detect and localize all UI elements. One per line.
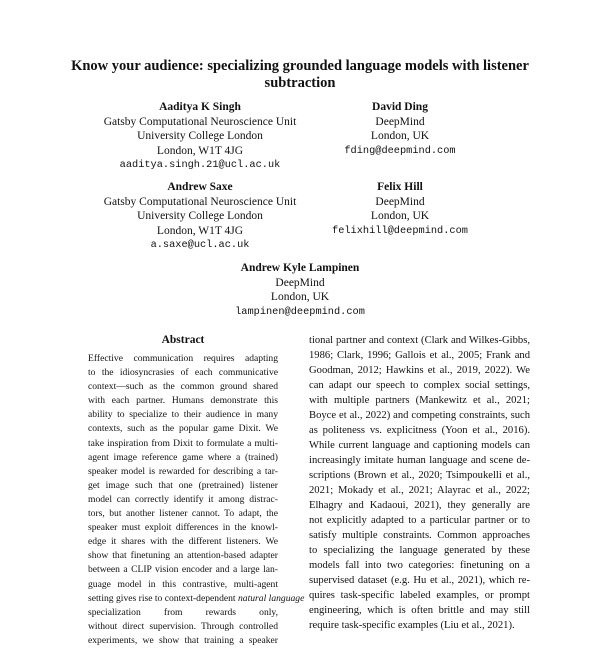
abstract-line: model can correctly identify it among distrac- — [88, 493, 278, 505]
author-address: London, W1T 4JG — [156, 144, 244, 157]
author-name: Andrew Kyle Lampinen — [240, 262, 360, 274]
author-address: London, UK — [370, 130, 430, 143]
abstract-line: context—such as the common ground shared — [88, 381, 278, 393]
author-email[interactable]: felixhill@deepmind.com — [332, 224, 468, 237]
abstract-body — [88, 352, 305, 648]
author-affiliation: Gatsby Computational Neuroscience Unit — [103, 115, 297, 128]
body-line: engineering, which is often brittle and may still — [309, 605, 530, 616]
body-line: Goodman, 2012; Hawkins et al., 2019, 2022). We — [309, 365, 530, 376]
abstract-line: ability to specialize to their audience in many — [88, 409, 278, 421]
body-line: as politeness vs. explicitness (Yoon et al., 2016). — [309, 425, 530, 436]
title-line-1: Know your audience: specializing grounded language models with listener — [71, 58, 529, 74]
body-line: Boyce et al., 2022) and competing constraints, such — [309, 410, 530, 421]
body-line: Elhagry and Kadaoui, 2021), they generally are — [309, 500, 530, 511]
body-line: to specializing the language generated by these — [309, 545, 530, 556]
author-block-andrew-saxe — [60, 180, 340, 253]
abstract-line: experiments, we show that training a speaker — [88, 634, 278, 646]
author-email[interactable]: a.saxe@ucl.ac.uk — [150, 239, 250, 252]
introduction-text-column — [309, 333, 530, 633]
author-affiliation: DeepMind — [375, 195, 425, 208]
abstract-italic-text: natural language — [238, 592, 305, 604]
paper-title — [40, 58, 560, 92]
abstract-heading: Abstract — [161, 334, 205, 346]
abstract-line: get image such that one (pretrained) listener — [88, 479, 278, 491]
body-line: tional partner and context (Clark and Wilkes-Gibbs, — [309, 335, 530, 346]
body-line: require task-specific examples (Liu et al., 2021). — [309, 620, 515, 631]
author-affiliation: DeepMind — [275, 276, 325, 289]
author-email[interactable]: aaditya.singh.21@ucl.ac.uk — [119, 159, 281, 172]
abstract-line: Effective communication requires adapting — [88, 353, 278, 364]
abstract-line: take inspiration from Dixit to formulate a multi- — [88, 437, 278, 449]
author-affiliation: Gatsby Computational Neuroscience Unit — [103, 195, 297, 208]
author-block-andrew-lampinen — [200, 261, 400, 319]
author-affiliation: University College London — [137, 130, 263, 143]
author-affiliation: DeepMind — [375, 115, 425, 128]
author-name: Felix Hill — [377, 181, 423, 193]
body-line: While current language and captioning models can — [309, 440, 530, 451]
abstract-line — [88, 592, 305, 606]
body-line: scriptions (Brown et al., 2020; Tsimpoukelli et al., — [309, 470, 530, 481]
author-block-david-ding — [310, 100, 490, 158]
body-line: 1986; Clark, 1996; Gallois et al., 2005; Frank and — [309, 350, 530, 361]
abstract-line: with each partner. Humans demonstrate this — [88, 395, 278, 407]
body-line: with multiple partners (Mankewitz et al., 2021; — [309, 395, 530, 406]
abstract-line: specialization from rewards only, — [88, 606, 278, 618]
abstract-line: speaker must exploit differences in the knowl- — [88, 522, 278, 534]
author-affiliation: University College London — [137, 210, 263, 223]
abstract-line: edge it shares with the different listeners. We — [88, 536, 278, 548]
author-address: London, UK — [270, 291, 330, 304]
author-email[interactable]: lampinen@deepmind.com — [235, 305, 365, 318]
abstract-line: between a CLIP vision encoder and a large lan- — [88, 564, 278, 576]
author-address: London, UK — [370, 210, 430, 223]
body-line: not explicitly adapted to a particular partner or to — [309, 515, 530, 526]
abstract-line: tors, but another listener cannot. To adapt, the — [88, 508, 278, 520]
author-address: London, W1T 4JG — [156, 224, 244, 237]
abstract-line: show that finetuning an attention-based adapter — [88, 550, 278, 562]
body-line: 2021; Mokady et al., 2021; Alayrac et al., 2022; — [309, 485, 530, 496]
author-block-aaditya-singh — [60, 100, 340, 173]
author-block-felix-hill — [300, 180, 500, 238]
title-line-2: subtraction — [264, 75, 336, 91]
author-name: Aaditya K Singh — [159, 101, 241, 113]
body-line: supervised dataset (e.g. Hu et al., 2021), which re- — [309, 575, 530, 586]
body-line: satisfy multiple constraints. Common approaches — [309, 530, 530, 541]
author-name: Andrew Saxe — [167, 181, 233, 193]
abstract-line: without direct supervision. Through controlled — [88, 620, 278, 632]
body-line: quires task-specific labeled examples, or prompt — [309, 590, 530, 601]
author-email[interactable]: fding@deepmind.com — [344, 144, 456, 157]
abstract-line: guage model in this contrastive, multi-agent — [88, 578, 278, 590]
abstract-line: speaker model is rewarded for describing a tar- — [88, 465, 278, 477]
author-name: David Ding — [372, 101, 428, 113]
abstract-line: to the idiosyncrasies of each communicative — [88, 367, 278, 379]
body-line: can adapt our speech to complex social settings, — [309, 380, 530, 391]
abstract-line: agent image reference game where a (trained) — [88, 451, 278, 463]
abstract-line: contexts, such as the popular game Dixit. We — [88, 423, 278, 435]
body-line: models fall into two categories: finetuning on a — [309, 560, 530, 571]
body-line: increasingly imitate human language and scene de- — [309, 455, 530, 466]
abstract-line-text: setting gives rise to context-dependent — [88, 592, 238, 604]
